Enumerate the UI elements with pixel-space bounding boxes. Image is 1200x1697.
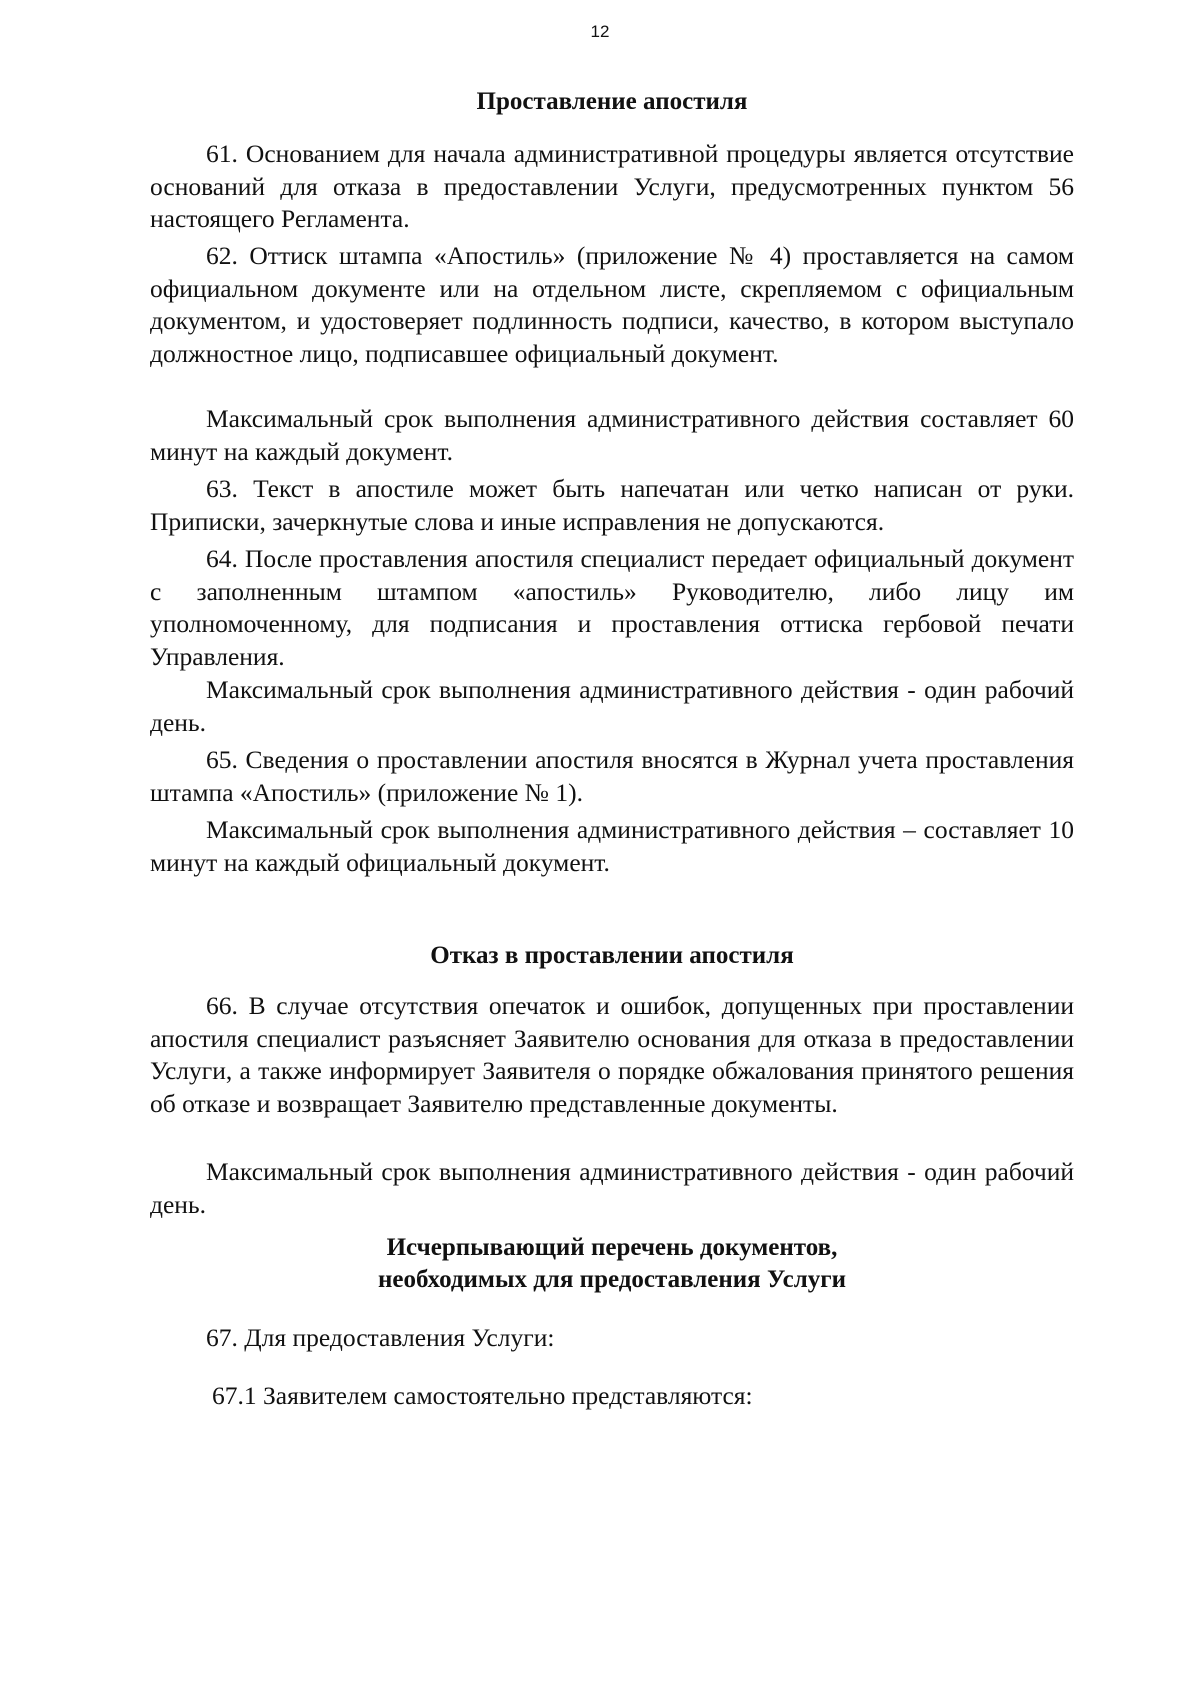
paragraph-65-max-time: Максимальный срок выполнения административного действия – составляет 10 минут на каждый официальный документ. [150,815,1074,877]
paragraph-65: 65. Сведения о проставлении апостиля вносятся в Журнал учета проставления штампа «Апостиль» (приложение № 1). [150,745,1074,807]
paragraph-63: 63. Текст в апостиле может быть напечатан или четко написан от руки. Приписки, зачеркнутые слова и иные исправления не допускаются. [150,474,1074,536]
page-number: 12 [590,22,610,41]
paragraph-64-max-time: Максимальный срок выполнения административного действия - один рабочий день. [150,675,1074,737]
section-heading-refusal: Отказ в проставлении апостиля [430,942,794,969]
section-heading-documents-line1: Исчерпывающий перечень документов, [386,1234,838,1261]
paragraph-61: 61. Основанием для начала административной процедуры является отсутствие оснований для отказа в предоставлении Услуги, предусмотренных пунктом 56 настоящего Регламента. [150,139,1074,233]
paragraph-66-max-time: Максимальный срок выполнения административного действия - один рабочий день. [150,1157,1074,1219]
paragraph-67-1: 67.1 Заявителем самостоятельно представляются: [212,1381,753,1410]
paragraph-66: 66. В случае отсутствия опечаток и ошибок, допущенных при проставлении апостиля специалист разъясняет Заявителю основания для отказа в предоставлении Услуги, а также информирует Заявителя о порядке обжалования принятого решения об отказе и возвращает Заявителю представленные документы. [150,991,1074,1118]
paragraph-64: 64. После проставления апостиля специалист передает официальный документ с заполненным штампом «апостиль» Руководителю, либо лицу им уполномоченному, для подписания и проставления оттиска гербовой печати Управления. [150,544,1074,671]
paragraph-62: 62. Оттиск штампа «Апостиль» (приложение № 4) проставляется на самом официальном документе или на отдельном листе, скрепляемом с официальным документом, и удостоверяет подлинность подписи, качество, в котором выступало должностное лицо, подписавшее официальный документ. [150,241,1074,368]
paragraph-62-max-time: Максимальный срок выполнения административного действия составляет 60 минут на каждый документ. [150,404,1074,466]
section-heading-apostille: Проставление апостиля [476,88,748,115]
paragraph-67: 67. Для предоставления Услуги: [206,1323,555,1352]
section-heading-documents-line2: необходимых для предоставления Услуги [378,1266,846,1293]
